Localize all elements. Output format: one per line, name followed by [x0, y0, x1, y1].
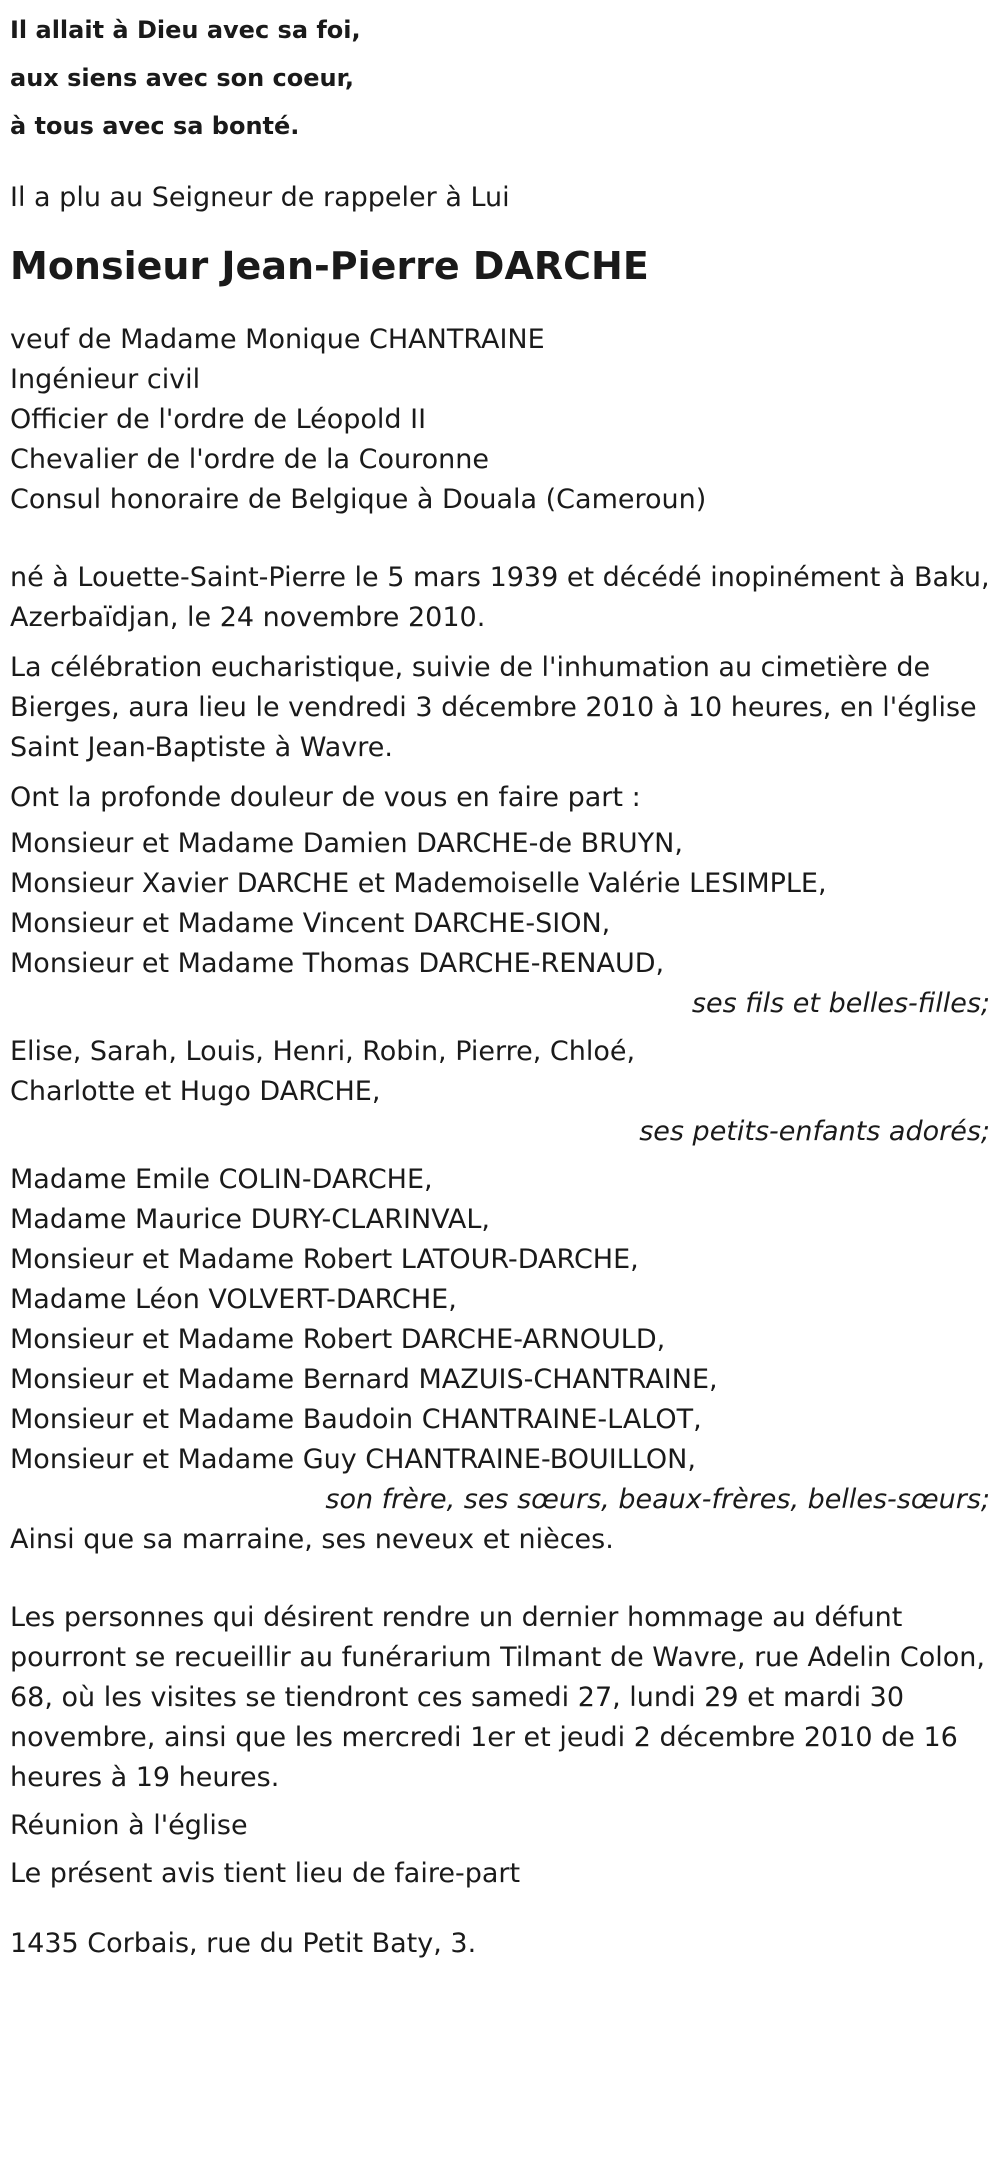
motto-line: aux siens avec son coeur,	[10, 64, 355, 92]
title-line: Chevalier de l'ordre de la Couronne	[10, 444, 489, 475]
title-line: Ingénieur civil	[10, 364, 201, 395]
title-line: Officier de l'ordre de Léopold II	[10, 404, 427, 435]
family-line: Charlotte et Hugo DARCHE,	[10, 1076, 381, 1107]
family-line: Monsieur Xavier DARCHE et Mademoiselle Valérie LESIMPLE,	[10, 868, 827, 899]
deceased-name: Monsieur Jean-Pierre DARCHE	[10, 244, 649, 288]
visits-text: Les personnes qui désirent rendre un dernier hommage au défunt pourront se recueillir au funérarium Tilmant de Wavre, rue Adelin Colon, 68, où les visites se tiendront ces samedi 27, lundi 29 et mardi 30 novembre, ainsi que les mercredi 1er et jeudi 2 décembre 2010 de 16 heures à 19 heures.	[10, 1602, 986, 1793]
others-text: Ainsi que sa marraine, ses neveux et nièces.	[10, 1524, 614, 1555]
family-line: Madame Léon VOLVERT-DARCHE,	[10, 1284, 457, 1315]
motto-line: à tous avec sa bonté.	[10, 112, 300, 140]
family-line: Monsieur et Madame Baudoin CHANTRAINE-LALOT,	[10, 1404, 702, 1435]
family-line: Monsieur et Madame Damien DARCHE-de BRUYN,	[10, 828, 683, 859]
address-text: 1435 Corbais, rue du Petit Baty, 3.	[10, 1928, 477, 1959]
reunion-text: Réunion à l'église	[10, 1810, 248, 1841]
family-line: Monsieur et Madame Robert DARCHE-ARNOULD,	[10, 1324, 666, 1355]
family-line: Madame Emile COLIN-DARCHE,	[10, 1164, 433, 1195]
title-line: veuf de Madame Monique CHANTRAINE	[10, 324, 545, 355]
motto-line: Il allait à Dieu avec sa foi,	[10, 16, 361, 44]
celebration-text: La célébration eucharistique, suivie de l'inhumation au cimetière de Bierges, aura lieu le vendredi 3 décembre 2010 à 10 heures, en l'église Saint Jean-Baptiste à Wavre.	[10, 652, 977, 763]
notice-text: Le présent avis tient lieu de faire-part	[10, 1858, 521, 1889]
relation-label: ses petits-enfants adorés;	[639, 1116, 990, 1147]
family-line: Elise, Sarah, Louis, Henri, Robin, Pierre, Chloé,	[10, 1036, 636, 1067]
family-line: Madame Maurice DURY-CLARINVAL,	[10, 1204, 490, 1235]
birth-death-text: né à Louette-Saint-Pierre le 5 mars 1939 et décédé inopinément à Baku, Azerbaïdjan, le 24 novembre 2010.	[10, 562, 990, 633]
family-line: Monsieur et Madame Robert LATOUR-DARCHE,	[10, 1244, 639, 1275]
family-line: Monsieur et Madame Bernard MAZUIS-CHANTRAINE,	[10, 1364, 718, 1395]
family-line: Monsieur et Madame Guy CHANTRAINE-BOUILLON,	[10, 1444, 696, 1475]
relation-label: son frère, ses sœurs, beaux-frères, belles-sœurs;	[325, 1484, 990, 1515]
family-line: Monsieur et Madame Thomas DARCHE-RENAUD,	[10, 948, 665, 979]
announce-text: Ont la profonde douleur de vous en faire part :	[10, 782, 641, 813]
relation-label: ses fils et belles-filles;	[691, 988, 990, 1019]
title-line: Consul honoraire de Belgique à Douala (Cameroun)	[10, 484, 707, 515]
intro-text: Il a plu au Seigneur de rappeler à Lui	[10, 182, 510, 213]
family-line: Monsieur et Madame Vincent DARCHE-SION,	[10, 908, 611, 939]
